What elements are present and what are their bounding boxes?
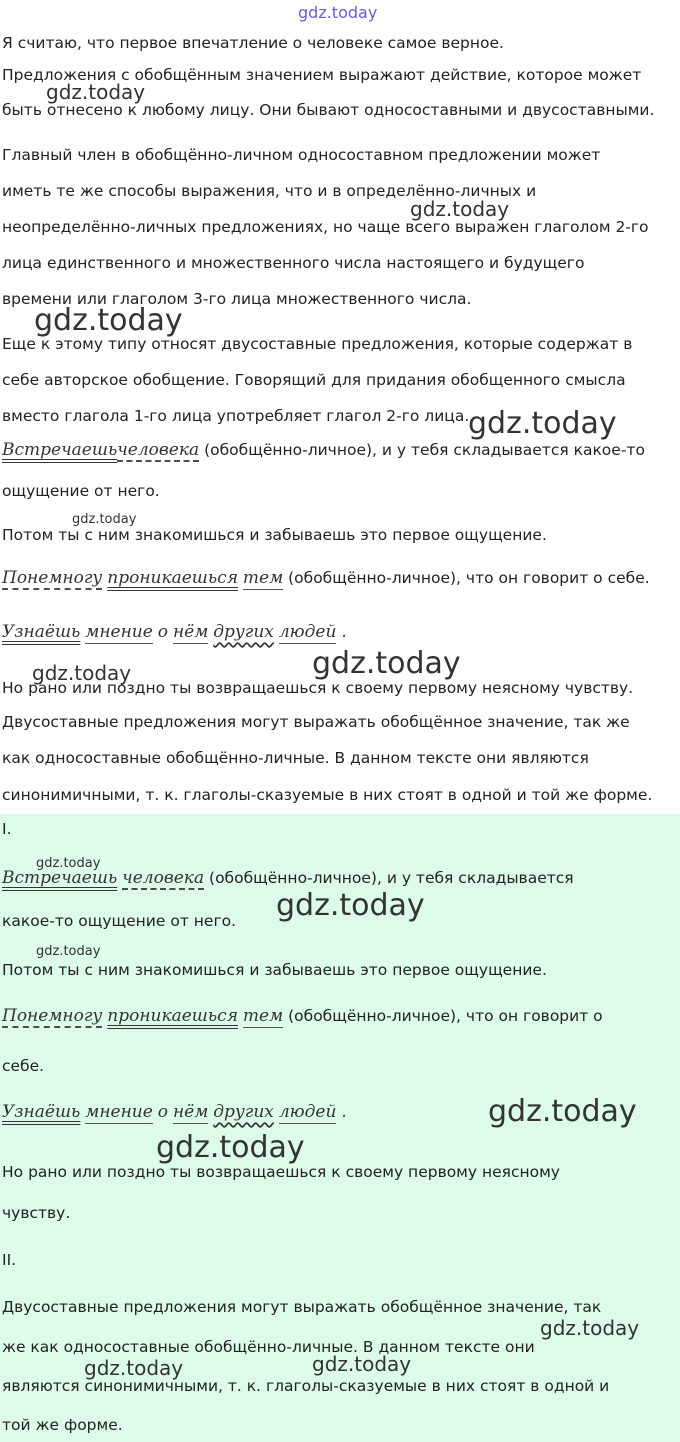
object: людей bbox=[278, 622, 337, 642]
sentence-note: (обобщённо-личное), что он говорит о себе. bbox=[288, 569, 650, 587]
watermark: gdz.today bbox=[72, 512, 137, 527]
watermark: gdz.today bbox=[312, 646, 461, 681]
adverbial: Понемногу bbox=[2, 568, 103, 588]
preposition: о bbox=[157, 1102, 168, 1122]
object: человека bbox=[117, 440, 200, 460]
theory-line: неопределённо-личных предложениях, но чаще всего выражен глаголом 2-го bbox=[2, 218, 649, 236]
theory-line: Предложения с обобщённым значением выражают действие, которое может bbox=[2, 66, 642, 84]
answer-conclusion-line: той же форме. bbox=[2, 1416, 123, 1434]
period: . bbox=[341, 1102, 347, 1122]
intro-text: Я считаю, что первое впечатление о человеке самое верное. bbox=[2, 34, 504, 52]
watermark: gdz.today bbox=[34, 303, 183, 338]
watermark: gdz.today bbox=[488, 1094, 637, 1129]
watermark: gdz.today bbox=[84, 1356, 184, 1380]
attribute: других bbox=[213, 622, 274, 642]
answer-conclusion-line: Двусоставные предложения могут выражать обобщённое значение, так bbox=[2, 1298, 602, 1316]
predicate: Узнаёшь bbox=[2, 1102, 81, 1122]
watermark: gdz.today bbox=[468, 406, 617, 441]
answer-sentence-1 bbox=[2, 868, 676, 888]
sentence-1-cont: ощущение от него. bbox=[2, 482, 160, 500]
theory-line: быть отнесено к любому лицу. Они бывают односоставными и двусоставными. bbox=[2, 101, 655, 119]
pronoun: нём bbox=[172, 622, 209, 642]
predicate: Узнаёшь bbox=[2, 622, 81, 642]
theory-line: Главный член в обобщённо-личном односоставном предложении может bbox=[2, 146, 601, 164]
answer-sentence-5-cont: чувству. bbox=[2, 1204, 71, 1222]
watermark-top: gdz.today bbox=[298, 3, 378, 22]
object: тем bbox=[242, 568, 284, 588]
predicate: Встречаешь bbox=[2, 868, 118, 888]
theory-line: иметь те же способы выражения, что и в определённо-личных и bbox=[2, 182, 537, 200]
sentence-2: Потом ты с ним знакомишься и забываешь это первое ощущение. bbox=[2, 526, 547, 544]
answer-conclusion-line: же как односоставные обобщённо-личные. В данном тексте они bbox=[2, 1338, 535, 1356]
part-2-label: II. bbox=[2, 1251, 17, 1269]
sentence-5: Но рано или поздно ты возвращаешься к своему первому неясному чувству. bbox=[2, 679, 634, 697]
sentence-4 bbox=[2, 622, 676, 642]
sentence-1 bbox=[2, 440, 676, 460]
pronoun: нём bbox=[172, 1102, 209, 1122]
answer-sentence-1-cont: какое-то ощущение от него. bbox=[2, 912, 236, 930]
watermark: gdz.today bbox=[36, 856, 101, 871]
object: мнение bbox=[85, 1102, 153, 1122]
watermark: gdz.today bbox=[46, 80, 146, 104]
watermark: gdz.today bbox=[36, 944, 101, 959]
theory-line: Еще к этому типу относят двусоставные предложения, которые содержат в bbox=[2, 335, 633, 353]
sentence-3 bbox=[2, 568, 676, 588]
preposition: о bbox=[157, 622, 168, 642]
object: людей bbox=[278, 1102, 337, 1122]
predicate: проникаешься bbox=[107, 1006, 238, 1026]
sentence-note: (обобщённо-личное), и у тебя складывается bbox=[209, 869, 574, 887]
predicate: проникаешься bbox=[107, 568, 238, 588]
answer-conclusion-line: являются синонимичными, т. к. глаголы-сказуемые в них стоят в одной и bbox=[2, 1377, 610, 1395]
predicate: Встречаешь bbox=[2, 440, 118, 460]
sentence-note: (обобщённо-личное), что он говорит о bbox=[288, 1007, 603, 1025]
conclusion-line: как односоставные обобщённо-личные. В данном тексте они являются bbox=[2, 749, 589, 767]
answer-sentence-5: Но рано или поздно ты возвращаешься к своему первому неясному bbox=[2, 1163, 560, 1181]
watermark: gdz.today bbox=[276, 888, 425, 923]
period: . bbox=[341, 622, 347, 642]
object: тем bbox=[242, 1006, 284, 1026]
watermark: gdz.today bbox=[32, 661, 132, 685]
theory-line: вместо глагола 1-го лица употребляет глагол 2-го лица. bbox=[2, 407, 470, 425]
attribute: других bbox=[213, 1102, 274, 1122]
part-1-label: I. bbox=[2, 820, 12, 838]
answer-sentence-3 bbox=[2, 1006, 676, 1026]
conclusion-line: синонимичными, т. к. глаголы-сказуемые в них стоят в одной и той же форме. bbox=[2, 786, 653, 804]
watermark: gdz.today bbox=[312, 1352, 412, 1376]
theory-line: лица единственного и множественного числа настоящего и будущего bbox=[2, 254, 585, 272]
theory-line: себе авторское обобщение. Говорящий для придания обобщенного смысла bbox=[2, 371, 626, 389]
object: человека bbox=[122, 868, 205, 888]
conclusion-line: Двусоставные предложения могут выражать обобщённое значение, так же bbox=[2, 713, 630, 731]
answer-sentence-2: Потом ты с ним знакомишься и забываешь это первое ощущение. bbox=[2, 961, 547, 979]
watermark: gdz.today bbox=[156, 1130, 305, 1165]
answer-sentence-3-cont: себе. bbox=[2, 1057, 45, 1075]
adverbial: Понемногу bbox=[2, 1006, 103, 1026]
watermark: gdz.today bbox=[410, 197, 510, 221]
watermark: gdz.today bbox=[540, 1316, 640, 1340]
theory-line: времени или глаголом 3-го лица множественного числа. bbox=[2, 290, 472, 308]
object: мнение bbox=[85, 622, 153, 642]
sentence-note: (обобщённо-личное), и у тебя складывается какое-то bbox=[204, 441, 645, 459]
